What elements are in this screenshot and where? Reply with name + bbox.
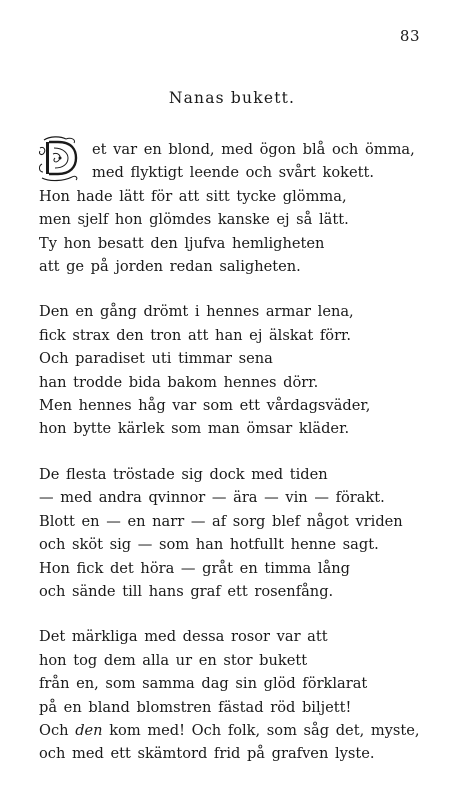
poem-line: på en bland blomstren fästad röd biljett! bbox=[39, 698, 352, 716]
poem-body bbox=[39, 138, 429, 788]
emphasized-word: den bbox=[75, 721, 103, 739]
poem-line: Blott en — en narr — af sorg blef något vriden bbox=[39, 512, 403, 530]
poem-title: Nanas bukett. bbox=[168, 89, 296, 107]
stanza-2 bbox=[39, 300, 429, 440]
poem-line: Och paradiset uti timmar sena bbox=[39, 350, 273, 368]
poem-line: hon bytte kärlek som man ömsar kläder. bbox=[39, 420, 350, 438]
poem-line: med flyktigt leende och svårt kokett. bbox=[92, 164, 375, 182]
poem-line: och sköt sig — som han hotfullt henne sagt. bbox=[39, 536, 379, 554]
poem-line: De flesta tröstade sig dock med tiden bbox=[39, 465, 328, 483]
poem-line: et var en blond, med ögon blå och ömma, bbox=[92, 141, 415, 158]
poem-line: Ty hon besatt den ljufva hemligheten bbox=[39, 234, 325, 252]
stanza-3 bbox=[39, 463, 429, 603]
poem-line: — med andra qvinnor — ära — vin — förakt. bbox=[39, 489, 385, 507]
stanza-1 bbox=[39, 138, 429, 278]
decorative-initial-d-icon bbox=[36, 134, 86, 184]
poem-line: Det märkliga med dessa rosor var att bbox=[39, 628, 328, 646]
page-number: 83 bbox=[399, 27, 420, 45]
poem-line: fick strax den tron att han ej älskat förr. bbox=[39, 326, 352, 344]
poem-line: han trodde bida bakom hennes dörr. bbox=[39, 373, 319, 391]
poem-line: Den en gång drömt i hennes armar lena, bbox=[39, 303, 354, 321]
line-text-after: kom med! Och folk, som såg det, myste, bbox=[102, 721, 420, 739]
poem-line: från en, som samma dag sin glöd förklarat bbox=[39, 675, 368, 693]
poem-line: och med ett skämtord frid på grafven lyste. bbox=[39, 745, 375, 763]
poem-line: hon tog dem alla ur en stor bukett bbox=[39, 651, 308, 669]
poem-line: Hon hade lätt för att sitt tycke glömma, bbox=[39, 187, 347, 205]
poem-line: och sände till hans graf ett rosenfång. bbox=[39, 582, 334, 600]
stanza-4 bbox=[39, 625, 429, 765]
poem-line: Men hennes håg var som ett vårdagsväder, bbox=[39, 397, 371, 415]
poem-line: Hon fick det höra — gråt en timma lång bbox=[39, 559, 351, 577]
poem-line: men sjelf hon glömdes kanske ej så lätt. bbox=[39, 211, 349, 229]
poem-line: att ge på jorden redan saligheten. bbox=[39, 258, 301, 276]
poem-line-with-emphasis bbox=[39, 719, 429, 742]
line-text-before: Och bbox=[39, 721, 76, 739]
